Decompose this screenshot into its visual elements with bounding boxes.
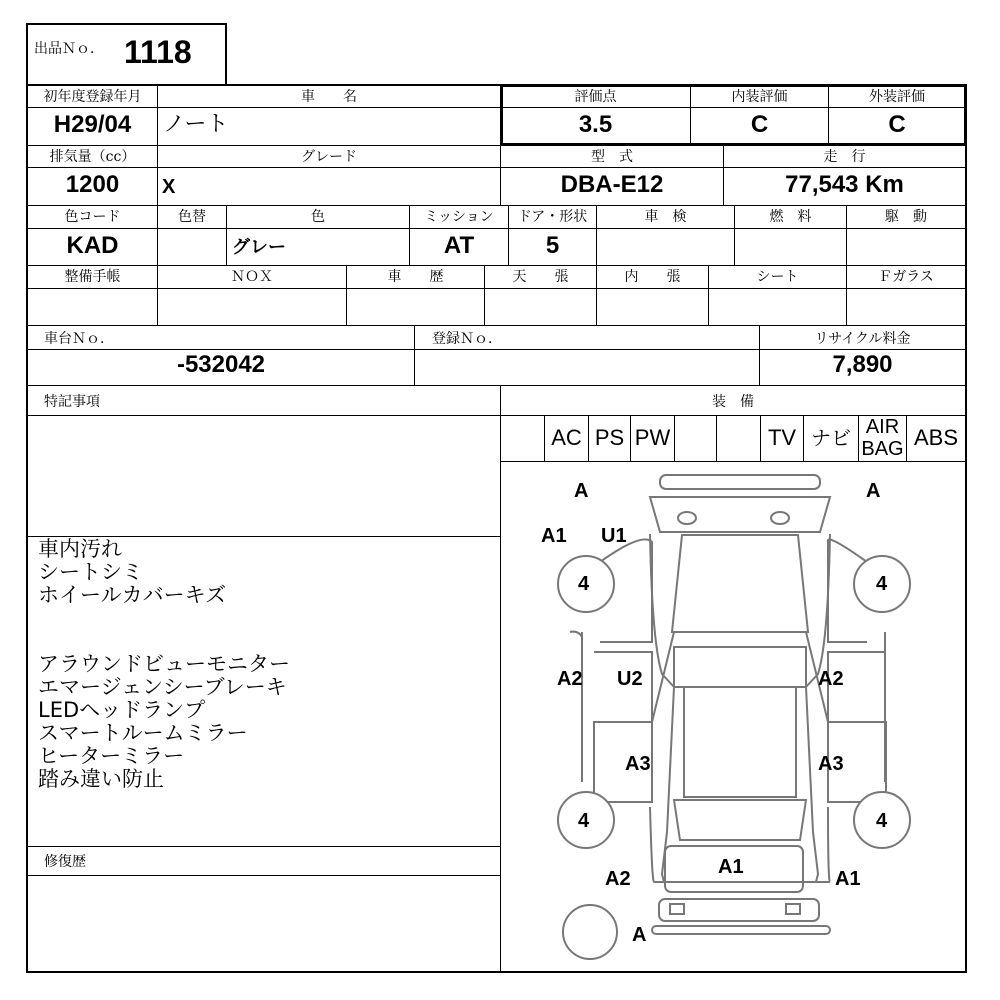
damage-left-a1: A1 bbox=[541, 525, 567, 547]
recycle-label: リサイクル料金 bbox=[814, 331, 911, 347]
sunroof-label: 天 張 bbox=[512, 269, 569, 285]
transmission-label: ミッション bbox=[424, 209, 494, 225]
seat-label: シート bbox=[756, 269, 799, 285]
note-line: 車内汚れ bbox=[38, 537, 122, 561]
damage-right-door-front: A2 bbox=[818, 668, 844, 690]
grade-value: X bbox=[162, 176, 176, 198]
damage-left-door-rear: A3 bbox=[625, 753, 651, 775]
note-line: 踏み違い防止 bbox=[38, 767, 164, 791]
note-line: ヒーターミラー bbox=[38, 744, 185, 768]
door-label: ドア・形状 bbox=[517, 209, 588, 225]
displacement-label: 排気量（cc） bbox=[49, 149, 136, 165]
exterior-value: C bbox=[888, 111, 906, 138]
fuel-label: 燃 料 bbox=[769, 209, 812, 225]
equipment-label: 装 備 bbox=[712, 394, 754, 410]
lot-number: 1118 bbox=[124, 34, 192, 70]
equipment-airbag: AIR BAG bbox=[861, 416, 904, 460]
color-label: 色 bbox=[311, 209, 325, 225]
reg-year-value: H29/04 bbox=[53, 111, 132, 138]
notes-label: 特記事項 bbox=[44, 394, 100, 410]
interior-label: 内装評価 bbox=[731, 89, 788, 105]
score-value: 3.5 bbox=[578, 111, 613, 138]
wheel-rear-right: 4 bbox=[876, 810, 888, 832]
mileage-label: 走 行 bbox=[823, 149, 866, 165]
chassis-label: 車台Ｎｏ． bbox=[44, 331, 114, 347]
door-value: 5 bbox=[545, 232, 560, 259]
wheel-front-left: 4 bbox=[578, 573, 590, 595]
damage-rear: A bbox=[632, 924, 647, 946]
color-value: グレー bbox=[232, 237, 286, 258]
note-line: アラウンドビューモニター bbox=[38, 652, 290, 676]
damage-trunk: A1 bbox=[718, 856, 744, 878]
wheel-front-right: 4 bbox=[876, 573, 888, 595]
exterior-label: 外装評価 bbox=[869, 89, 925, 105]
damage-roof: U2 bbox=[617, 668, 643, 690]
note-line bbox=[38, 607, 290, 630]
equipment-ac: AC bbox=[551, 425, 582, 450]
displacement-value: 1200 bbox=[65, 171, 120, 198]
equipment-ps: PS bbox=[594, 425, 625, 450]
reg-year-label: 初年度登録年月 bbox=[43, 89, 142, 105]
car-name-label: 車 名 bbox=[301, 89, 357, 105]
car-diagram bbox=[502, 462, 965, 970]
damage-front-right: A bbox=[866, 480, 881, 502]
equipment-navi: ナビ bbox=[811, 426, 851, 450]
model-value: DBA-E12 bbox=[560, 171, 664, 198]
notes-list bbox=[38, 538, 290, 791]
damage-front-left: A bbox=[574, 480, 589, 502]
interior-trim-label: 内 張 bbox=[624, 269, 681, 285]
note-line: エマージェンシーブレーキ bbox=[38, 675, 287, 699]
damage-rear-left: A2 bbox=[605, 868, 631, 890]
grade-label: グレード bbox=[301, 149, 357, 165]
color-change-label: 色替 bbox=[178, 209, 206, 225]
fglass-label: Ｆガラス bbox=[878, 269, 934, 285]
damage-windshield: U1 bbox=[601, 525, 627, 547]
score-label: 評価点 bbox=[574, 89, 617, 105]
lot-label: 出品Ｎｏ． bbox=[34, 41, 104, 57]
drive-label: 駆 動 bbox=[885, 209, 927, 225]
damage-right-door-rear: A3 bbox=[818, 753, 844, 775]
damage-left-door-front: A2 bbox=[557, 668, 583, 690]
equipment-tv: TV bbox=[767, 425, 797, 450]
repair-label: 修復歴 bbox=[44, 854, 86, 870]
chassis-value: -532042 bbox=[176, 351, 266, 378]
equipment-abs: ABS bbox=[913, 425, 959, 450]
note-line: LEDヘッドランプ bbox=[38, 698, 206, 722]
history-label: 車 歴 bbox=[387, 269, 444, 285]
inspection-label: 車 検 bbox=[644, 209, 687, 225]
recycle-value: 7,890 bbox=[832, 351, 893, 378]
registration-label: 登録Ｎｏ． bbox=[432, 331, 502, 347]
mileage-value: 77,543 Km bbox=[785, 171, 904, 198]
interior-value: C bbox=[750, 111, 769, 138]
note-line: スマートルームミラー bbox=[38, 721, 248, 745]
wheel-rear-left: 4 bbox=[578, 810, 590, 832]
note-line: ホイールカバーキズ bbox=[38, 583, 227, 607]
nox-label: ＮＯＸ bbox=[231, 269, 273, 285]
car-name-value: ノート bbox=[163, 112, 229, 137]
note-line: シートシミ bbox=[38, 560, 143, 584]
maintenance-label: 整備手帳 bbox=[64, 269, 121, 285]
transmission-value: AT bbox=[443, 232, 475, 259]
color-code-label: 色コード bbox=[64, 209, 121, 225]
model-label: 型 式 bbox=[591, 149, 633, 165]
note-line bbox=[38, 630, 290, 653]
damage-rear-right: A1 bbox=[835, 868, 861, 890]
equipment-pw: PW bbox=[634, 425, 671, 450]
color-code-value: KAD bbox=[66, 232, 119, 259]
